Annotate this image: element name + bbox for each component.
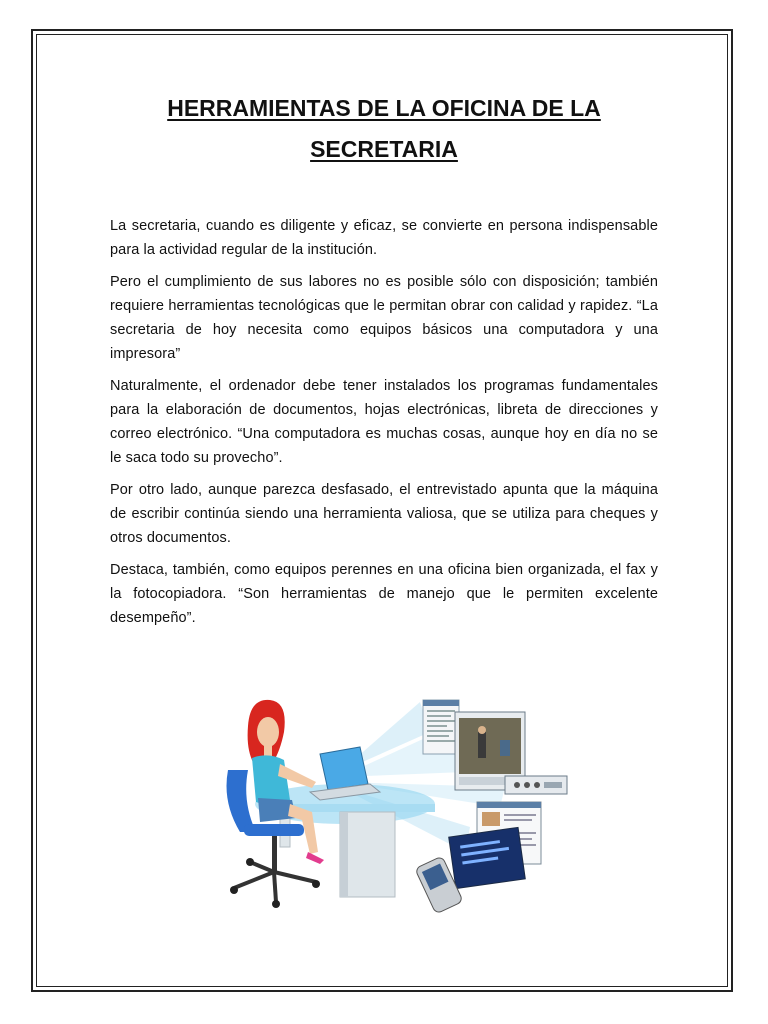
paragraph-4: Por otro lado, aunque parezca desfasado, el entrevistado apunta que la máquina de escribir continúa siendo una herramienta valiosa, que se utiliza para cheques y otros documentos.: [110, 482, 658, 546]
app-window-list: [423, 700, 459, 754]
paragraph-3: Naturalmente, el ordenador debe tener instalados los programas fundamentales para la elaboración de documentos, hojas electrónicas, libreta de direcciones y correo electrónico. “Una computadora es muchas cosas, aunque hoy en día no se le saca todo su provecho”.: [110, 378, 658, 466]
document-body: [110, 214, 658, 638]
paragraph-2: Pero el cumplimiento de sus labores no es posible sólo con disposición; también requiere herramientas tecnológicas que le permitan obrar con calidad y rapidez. “La secretaria de hoy necesita como equipos básicos una computadora y una impresora”: [110, 274, 658, 362]
paragraph-1: La secretaria, cuando es diligente y eficaz, se convierte en persona indispensable para la actividad regular de la institución.: [110, 218, 658, 258]
media-toolbar-window: [505, 776, 567, 794]
document-title: HERRAMIENTAS DE LA OFICINA DE LA SECRETARIA: [167, 95, 601, 162]
secretary-illustration: [220, 692, 590, 917]
paragraph-5: Destaca, también, como equipos perennes en una oficina bien organizada, el fax y la fotocopiadora. “Son herramientas de manejo que le permiten excelente desempeño”.: [110, 562, 658, 626]
pda-screen-window: [449, 827, 526, 888]
